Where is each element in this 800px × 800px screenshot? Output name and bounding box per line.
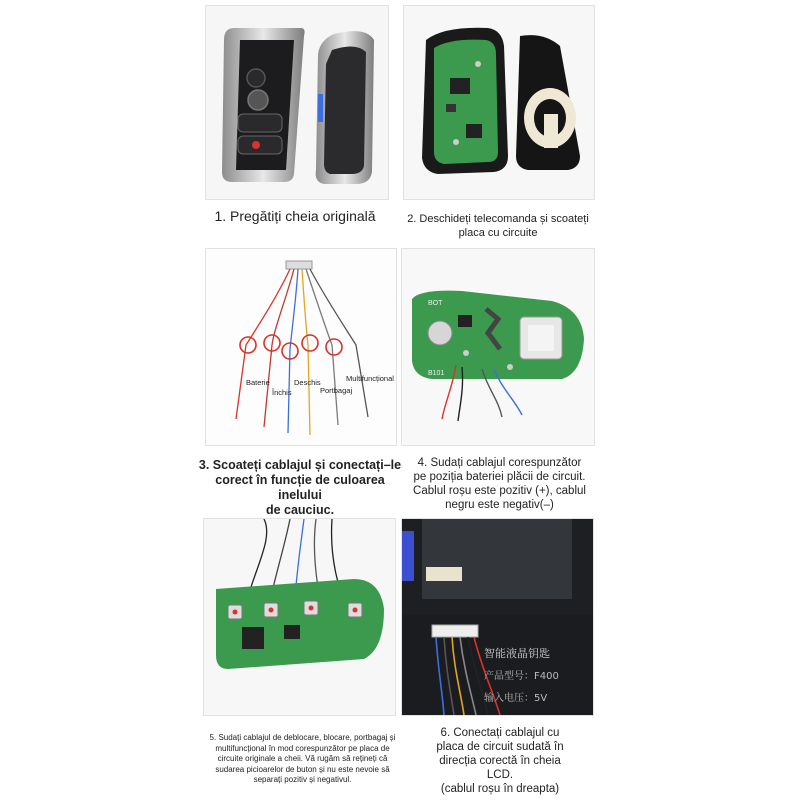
step5-caption — [195, 733, 410, 786]
step1-line: 1. Pregătiți cheia originală — [214, 208, 376, 224]
step5-photo — [203, 518, 396, 716]
wire-label: Multifuncțional — [346, 374, 394, 383]
step1-caption — [195, 208, 395, 225]
step4-line: Cablul roșu este pozitiv (+), cablul — [413, 485, 586, 497]
step2-line: placa cu circuite — [458, 227, 538, 239]
step5-line: separați pozitiv și negativul. — [253, 775, 352, 784]
step6-line: LCD. — [486, 769, 514, 781]
board-mark-bottom: B101 — [428, 370, 445, 377]
step5-line: multifuncțional în mod corespunzător pe placa de — [215, 743, 390, 753]
step5-line: 5. Sudați cablajul de deblocare, blocare, portbagaj și — [209, 733, 396, 742]
step5-line: sudarea picioarelor de buton și nu este nevoie să — [215, 764, 390, 774]
step2-caption — [398, 212, 598, 240]
lcd-label-line3: 输入电压：5V — [484, 693, 548, 704]
board-mark-top: BOT — [428, 300, 443, 307]
step6-line: (cablul roșu în dreapta) — [440, 783, 560, 795]
circuit-board-icon — [216, 579, 384, 669]
step6-photo — [401, 518, 594, 716]
step4-line: negru este negativ(–) — [445, 499, 554, 511]
step4-line: 4. Sudați cablajul corespunzător — [417, 457, 582, 469]
step1-photo — [205, 5, 389, 200]
step3-photo — [205, 248, 397, 446]
step4-photo — [401, 248, 595, 446]
wire-label: Deschis — [294, 378, 321, 387]
step6-caption — [405, 726, 595, 796]
wire-label: Portbagaj — [320, 386, 353, 395]
lcd-label-line2: 产品型号：F400 — [484, 671, 559, 682]
step6-line: placa de circuit sudată în — [436, 741, 564, 753]
lcd-label-line1: 智能液晶钥匙 — [484, 647, 550, 660]
key-front-icon — [222, 28, 305, 182]
circuit-board-icon — [422, 28, 508, 174]
step6-line: direcția corectă în cheia — [439, 755, 561, 767]
wire-label: Închis — [272, 388, 292, 397]
step5-line: circuite originale a cheii. Vă rugăm să rețineți că — [217, 754, 388, 763]
wire-label: Baterie — [246, 378, 270, 387]
step3-line: de cauciuc. — [265, 503, 335, 517]
key-shell-icon — [516, 35, 580, 170]
key-back-icon — [316, 31, 374, 184]
step3-caption — [195, 458, 405, 518]
step4-line: pe poziția bateriei plăcii de circuit. — [413, 471, 586, 483]
step3-line: 3. Scoateți cablajul și conectați–le — [198, 458, 402, 472]
step6-line: 6. Conectați cablajul cu — [440, 727, 560, 739]
step3-line: corect în funcție de culoarea inelului — [215, 473, 385, 502]
step4-caption — [402, 456, 597, 512]
step2-photo — [403, 5, 595, 200]
step2-line: 2. Deschideți telecomanda și scoateți — [407, 213, 589, 225]
